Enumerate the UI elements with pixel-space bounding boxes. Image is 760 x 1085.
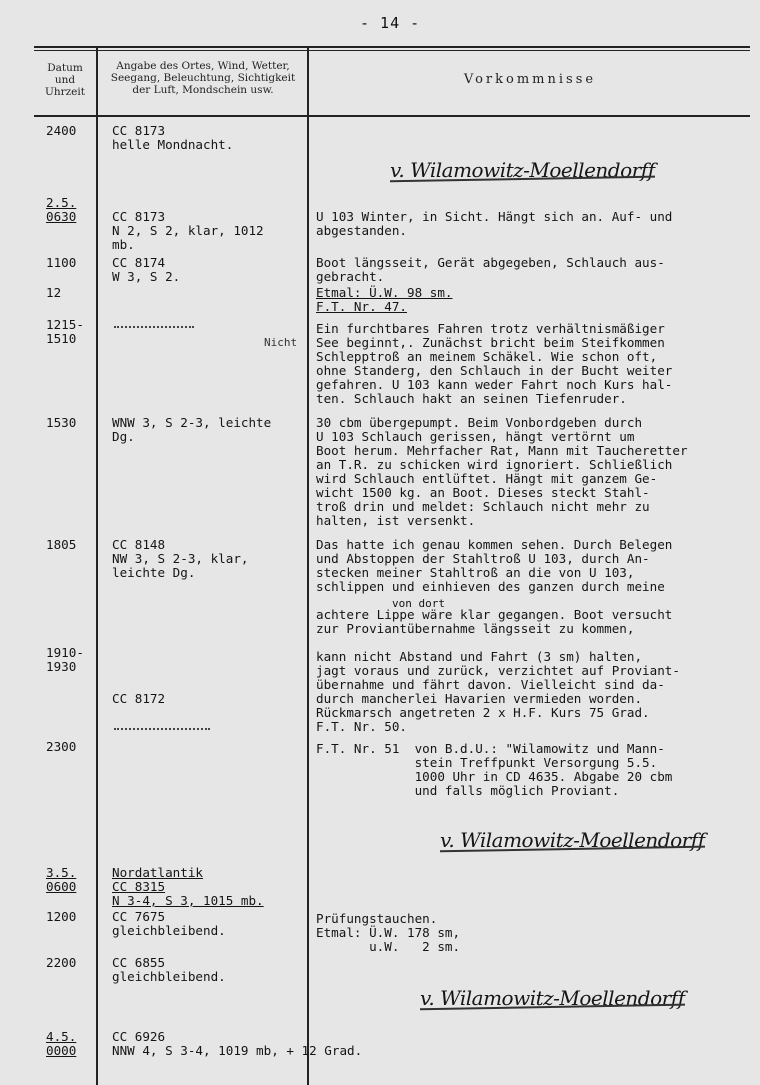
margin-mark: Nicht — [264, 336, 298, 349]
row-date: 2300 — [46, 739, 77, 754]
header-events: Vorkommnisse — [463, 72, 597, 87]
row-place: CC 8148 NW 3, S 2-3, klar, leichte Dg. — [112, 537, 249, 580]
page-number: - 14 - — [360, 14, 421, 32]
row-event: Ein furchtbares Fahren trotz verhältnismäßiger See beginnt,. Zunächst bricht beim Steifkommen Schlepptroß an meinem Schäkel. Wie schon oft, ohne Standerg, den Schlauch in der Bucht weiter gefahren. U 103 kann weder Fahrt noch Kurs hal- ten. Schlauch hakt an seinen Tiefenruder. — [316, 321, 673, 406]
top-rule — [34, 46, 750, 48]
row-date: 1910- 1930 — [46, 645, 84, 674]
row-place: CC 7675 gleichbleibend. — [112, 909, 226, 938]
signature: v. Wilamowitz-Moellendorff — [420, 986, 685, 1010]
row-place: CC 8172 — [112, 691, 166, 706]
header-date-line-1: Datum — [47, 62, 83, 74]
row-date: 12 — [46, 285, 62, 300]
row-date: 1100 — [46, 255, 77, 270]
column-divider-date — [96, 48, 98, 1085]
header-bottom-rule — [34, 115, 750, 117]
row-event: Prüfungstauchen. Etmal: Ü.W. 178 sm, u.W. 2 sm. — [316, 911, 461, 954]
row-event: Boot längsseit, Gerät abgegeben, Schlauch aus- gebracht. — [316, 255, 665, 284]
header-date — [34, 62, 96, 98]
row-date: 1805 — [46, 537, 77, 552]
row-event: Etmal: Ü.W. 98 sm. F.T. Nr. 47. — [316, 285, 453, 314]
inserted-text: von dort — [392, 597, 445, 610]
row-date: 2200 — [46, 955, 77, 970]
row-date: 2400 — [46, 123, 77, 138]
dotted-placeholder — [114, 326, 194, 328]
header-place-line-1: Angabe des Ortes, Wind, Wetter, — [116, 60, 290, 72]
top-rule-second — [34, 50, 750, 51]
row-event: U 103 Winter, in Sicht. Hängt sich an. Auf- und abgestanden. — [316, 209, 673, 238]
signature: v. Wilamowitz-Moellendorff — [390, 158, 655, 182]
column-divider-place — [307, 48, 309, 1085]
row-event: kann nicht Abstand und Fahrt (3 sm) halten, jagt voraus und zurück, verzichtet auf Proviant- übernahme und fährt davon. Vielleicht sind da- — [316, 649, 680, 692]
row-event: durch mancherlei Havarien vermieden worden. Rückmarsch angetreten 2 x H.F. Kurs 75 Grad. F.T. Nr. 50. — [316, 691, 650, 734]
header-place-line-3: der Luft, Mondschein usw. — [132, 84, 274, 96]
row-place: WNW 3, S 2-3, leichte Dg. — [112, 415, 272, 444]
header-date-line-2: und — [54, 74, 76, 86]
signature: v. Wilamowitz-Moellendorff — [440, 828, 705, 852]
dotted-placeholder — [114, 728, 210, 730]
row-place: CC 8173 N 2, S 2, klar, 1012 mb. — [112, 209, 264, 252]
row-place: CC 6926 NNW 4, S 3-4, 1019 mb, + 12 Grad. — [112, 1029, 363, 1058]
row-event: 30 cbm übergepumpt. Beim Vonbordgeben durch U 103 Schlauch gerissen, hängt vertörnt um Boot herum. Mehrfacher Rat, Mann mit Taucheretter an T.R. zu schicken wird ignoriert. Schließlich wird Schlauch entlüftet. Hängt mit ganzem Ge- wicht 1500 kg. an Boot. Dieses steckt Stahl- troß drin und meldet: Schlauch nicht mehr zu halten, ist versenkt. — [316, 415, 688, 528]
row-date: 1215- 1510 — [46, 317, 84, 346]
row-place: CC 6855 gleichbleibend. — [112, 955, 226, 984]
header-place — [98, 60, 308, 96]
row-date: 2.5. 0630 — [46, 195, 77, 224]
header-date-line-3: Uhrzeit — [45, 86, 85, 98]
row-event: F.T. Nr. 51 von B.d.U.: "Wilamowitz und Mann- stein Treffpunkt Versorgung 5.5. 1000 Uhr in CD 4635. Abgabe 20 cbm und falls möglich Proviant. — [316, 741, 673, 798]
row-place: Nordatlantik CC 8315 N 3-4, S 3, 1015 mb. — [112, 865, 264, 908]
row-date: 1530 — [46, 415, 77, 430]
header-place-line-2: Seegang, Beleuchtung, Sichtigkeit — [110, 72, 296, 84]
row-date: 4.5. 0000 — [46, 1029, 77, 1058]
row-date: 3.5. 0600 — [46, 865, 77, 894]
row-event: Das hatte ich genau kommen sehen. Durch Belegen und Abstoppen der Stahltroß U 103, durch An- stecken meiner Stahltroß an die von U 103, schlippen und einhieven des ganzen durch meine achtere Lippe wäre klar gegangen. Boot versucht zur Proviantübernahme längsseit zu kommen, — [316, 537, 673, 636]
row-place: CC 8173 helle Mondnacht. — [112, 123, 234, 152]
row-date: 1200 — [46, 909, 77, 924]
row-place: CC 8174 W 3, S 2. — [112, 255, 181, 284]
